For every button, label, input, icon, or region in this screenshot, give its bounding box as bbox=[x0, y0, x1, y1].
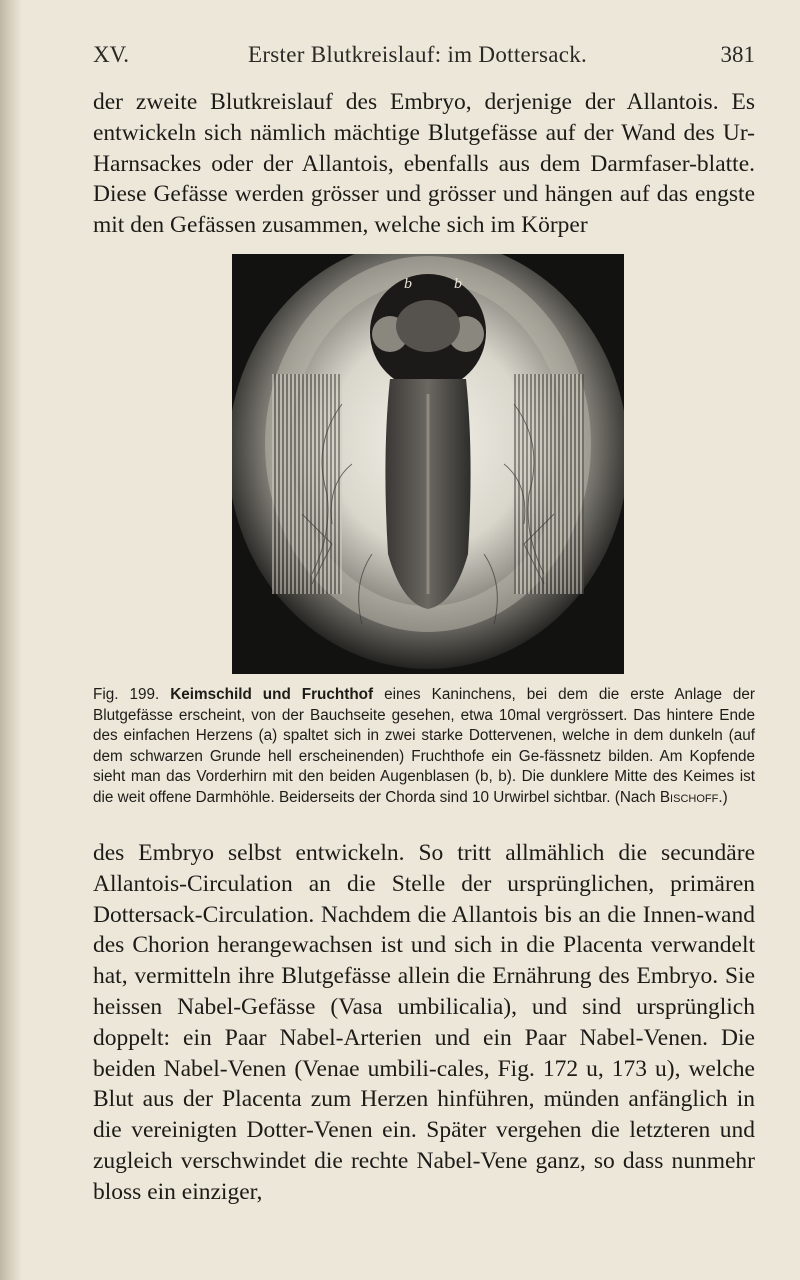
running-title: Erster Blutkreislauf: im Dottersack. bbox=[248, 42, 588, 67]
chapter-number: XV. bbox=[93, 42, 130, 67]
figure-label-b-left: b bbox=[404, 277, 413, 292]
caption-title: Keimschild und Fruchthof bbox=[170, 686, 374, 703]
figure-embryo-illustration bbox=[232, 254, 624, 674]
page-number: 381 bbox=[720, 42, 755, 67]
right-somite-stripes bbox=[514, 374, 584, 594]
left-somite-stripes bbox=[272, 374, 342, 594]
page-spine-shadow bbox=[0, 0, 22, 1280]
paragraph-top: der zweite Blutkreislauf des Embryo, derjenige der Allantois. Es entwickeln sich nämlich mächtige Blutgefässe auf der Wand des Ur-Harnsackes oder der Allantois, ebenfalls aus dem Darmfaser-blatte. Diese Gefässe werden grösser und grösser und hängen auf das engste mit den Gefässen zusammen, welche sich im Körper bbox=[93, 89, 755, 239]
caption-label: Fig. 199. bbox=[93, 686, 160, 703]
running-header bbox=[93, 42, 755, 76]
paragraph-bottom: des Embryo selbst entwickeln. So tritt allmählich die secundäre Allantois-Circulation an die Stelle der ursprünglichen, primären Dottersack-Circulation. Nachdem die Allantois bis an die Innen-wand des Chorion herangewachsen ist und sich in die Placenta verwandelt hat, vermitteln ihre Blutgefässe allein die Ernährung des Embryo. Sie heissen Nabel-Gefässe (Vasa umbilicalia), und sind ursprünglich doppelt: ein Paar Nabel-Arterien und ein Paar Nabel-Venen. Die beiden Nabel-Venen (Venae umbili-cales, Fig. 172 u, 173 u), welche Blut aus der Placenta zum Herzen hinführen, münden anfänglich in die vereinigten Dotter-Venen ein. Später vergehen die letzteren und zugleich verschwindet die rechte Nabel-Vene ganz, so dass nunmehr bloss ein einziger, bbox=[93, 840, 755, 1205]
forebrain-highlight bbox=[396, 300, 460, 352]
caption-text: eines Kaninchens, bei dem die erste Anlage der Blutgefässe erscheint, von der Bauchseite gesehen, etwa 10mal vergrössert. Das hintere Ende des einfachen Herzens (a) spaltet sich in zwei starke Dottervenen, welche in dem dunkeln (auf dem schwarzen Grunde hell erscheinenden) Fruchthofe ein Ge-fässnetz bilden. Am Kopfende sieht man das Vorderhirn mit den beiden Augenblasen (b, b). Die dunklere Mitte des Keimes ist die weit offene Darmhöhle. Beiderseits der Chorda sind 10 Urwirbel sichtbar. (Nach bbox=[93, 686, 756, 806]
figure-label-b-right: b bbox=[454, 277, 463, 292]
caption-author: Bischoff.) bbox=[659, 788, 728, 806]
figure-caption bbox=[93, 685, 755, 808]
